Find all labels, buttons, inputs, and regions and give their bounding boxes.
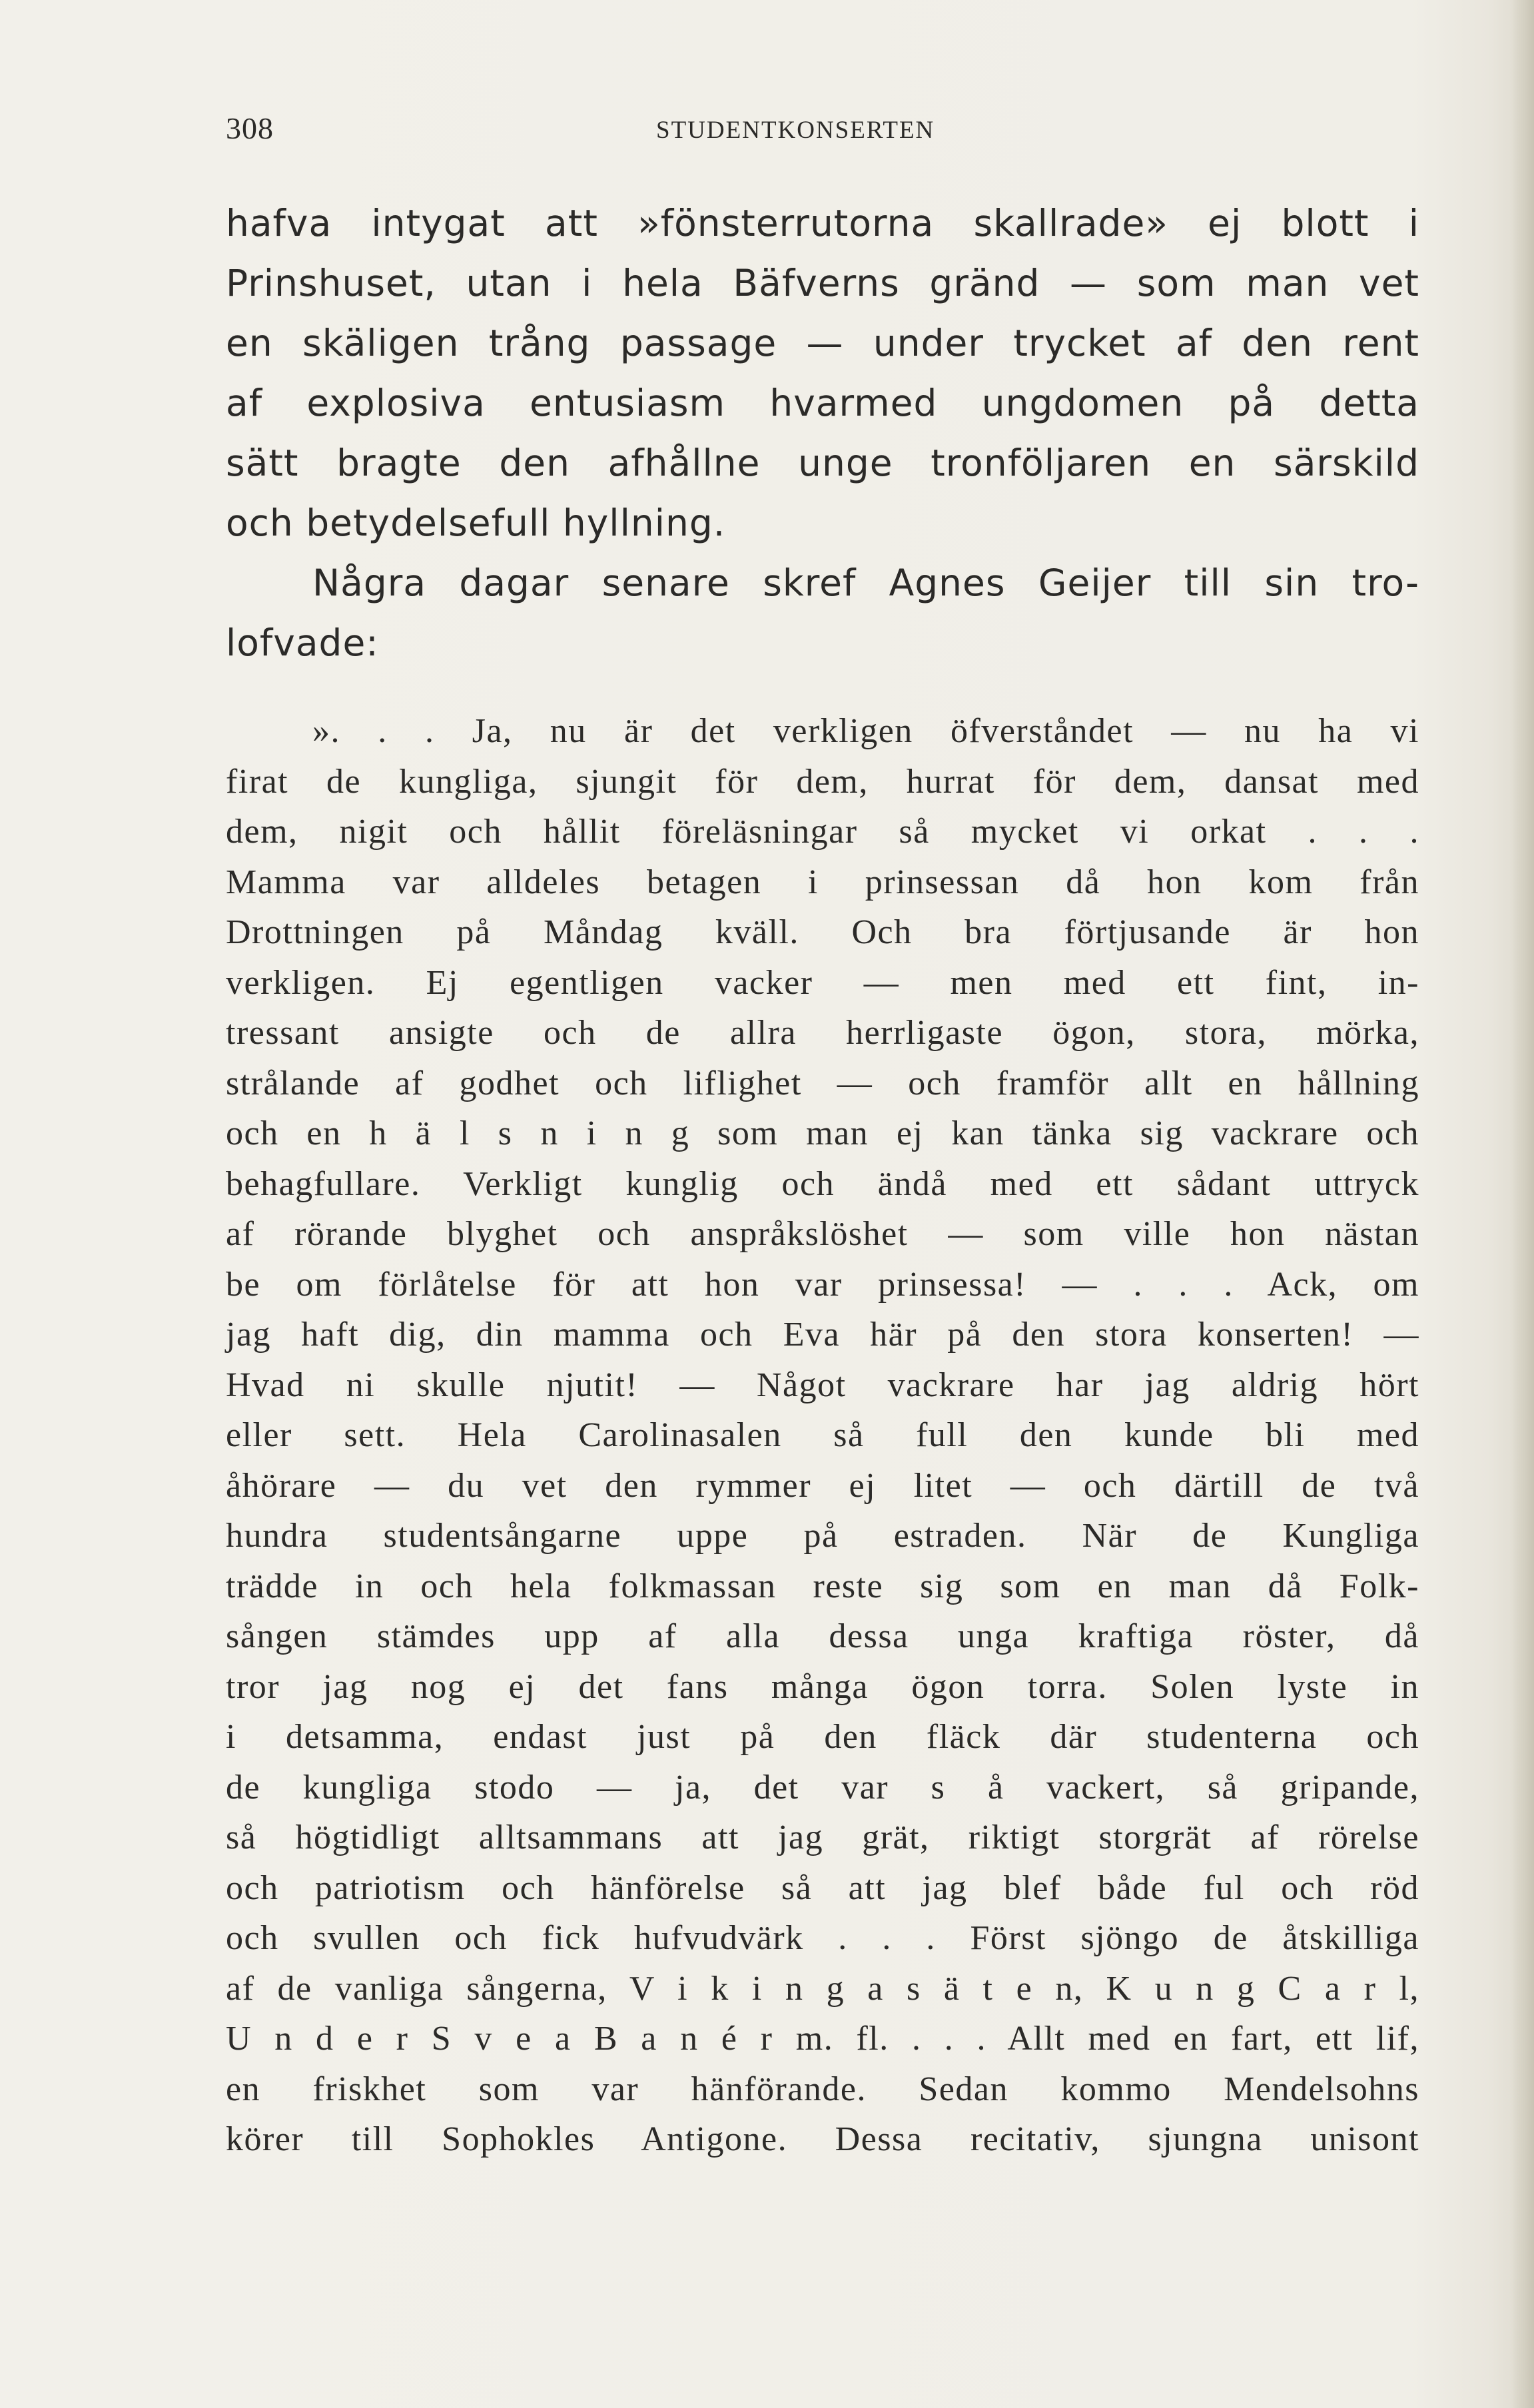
letter-line: jag haft dig, din mamma och Eva här på den stora konserten! — — [226, 1316, 1419, 1354]
letter-line: och patriotism och hänförelse så att jag blef både ful och röd — [226, 1868, 1419, 1907]
text-line: sätt bragte den afhållne unge tronföljaren en särskild — [226, 442, 1419, 484]
letter-line: eller sett. Hela Carolinasalen så full den kunde bli med — [226, 1416, 1419, 1454]
letter-line: trädde in och hela folkmassan reste sig som en man då Folk- — [226, 1567, 1419, 1605]
letter-line: tressant ansigte och de allra herrligaste ögon, stora, mörka, — [226, 1014, 1419, 1052]
letter-line: åhörare — du vet den rymmer ej litet — och därtill de två — [226, 1466, 1419, 1505]
letter-line: ». . . Ja, nu är det verkligen öfverståndet — nu ha vi — [312, 712, 1419, 750]
letter-line: och en h ä l s n i n g som man ej kan tänka sig vackrare och — [226, 1114, 1419, 1152]
letter-line: Mamma var alldeles betagen i prinsessan då hon kom från — [226, 863, 1419, 901]
letter-line: tror jag nog ej det fans många ögon torra. Solen lyste in — [226, 1667, 1419, 1706]
running-head: STUDENTKONSERTEN — [656, 117, 935, 144]
letter-line: Hvad ni skulle njutit! — Något vackrare har jag aldrig hört — [226, 1366, 1419, 1404]
letter-line: behagfullare. Verkligt kunglig och ändå med ett sådant uttryck — [226, 1164, 1419, 1203]
letter-line: be om förlåtelse för att hon var prinsessa! — . . . Ack, om — [226, 1265, 1419, 1304]
letter-line: af rörande blyghet och anspråkslöshet — som ville hon nästan — [226, 1215, 1419, 1253]
text-line: en skäligen trång passage — under trycket af den rent — [226, 322, 1419, 364]
letter-line: de kungliga stodo — ja, det var s å vackert, så gripande, — [226, 1768, 1419, 1806]
text-line: Prinshuset, utan i hela Bäfverns gränd — som man vet — [226, 262, 1419, 304]
letter-line: sången stämdes upp af alla dessa unga kraftiga röster, då — [226, 1617, 1419, 1655]
text-line: och betydelsefull hyllning. — [226, 502, 726, 544]
letter-line: och svullen och fick hufvudvärk . . . Först sjöngo de åtskilliga — [226, 1919, 1419, 1957]
letter-line: körer till Sophokles Antigone. Dessa recitativ, sjungna unisont — [226, 2120, 1419, 2158]
main-text — [226, 193, 1419, 673]
letter-line: af de vanliga sångerna, V i k i n g a s ä t e n, K u n g C a r l, — [226, 1969, 1419, 2008]
page-header — [226, 111, 1411, 157]
text-line: hafva intygat att »fönsterrutorna skallrade» ej blott i — [226, 202, 1419, 244]
letter-line: Drottningen på Måndag kväll. Och bra förtjusande är hon — [226, 913, 1419, 951]
text-line: lofvade: — [226, 621, 379, 664]
letter-line: verkligen. Ej egentligen vacker — men med ett fint, in- — [226, 963, 1419, 1002]
quoted-letter — [226, 706, 1419, 2165]
text-line: Några dagar senare skref Agnes Geijer till sin tro- — [312, 562, 1419, 604]
letter-line: firat de kungliga, sjungit för dem, hurrat för dem, dansat med — [226, 762, 1419, 801]
page-edge-shadow — [1511, 0, 1534, 2408]
letter-line: dem, nigit och hållit föreläsningar så mycket vi orkat . . . — [226, 813, 1419, 851]
letter-line: en friskhet som var hänförande. Sedan kommo Mendelsohns — [226, 2070, 1419, 2108]
letter-line: så högtidligt alltsammans att jag grät, riktigt storgrät af rörelse — [226, 1818, 1419, 1856]
letter-line: strålande af godhet och liflighet — och framför allt en hållning — [226, 1064, 1419, 1102]
page-number: 308 — [226, 111, 274, 145]
letter-line: hundra studentsångarne uppe på estraden. När de Kungliga — [226, 1517, 1419, 1555]
letter-line: i detsamma, endast just på den fläck där studenterna och — [226, 1718, 1419, 1756]
text-line: af explosiva entusiasm hvarmed ungdomen på detta — [226, 382, 1419, 424]
letter-line: U n d e r S v e a B a n é r m. fl. . . . Allt med en fart, ett lif, — [226, 2020, 1419, 2058]
